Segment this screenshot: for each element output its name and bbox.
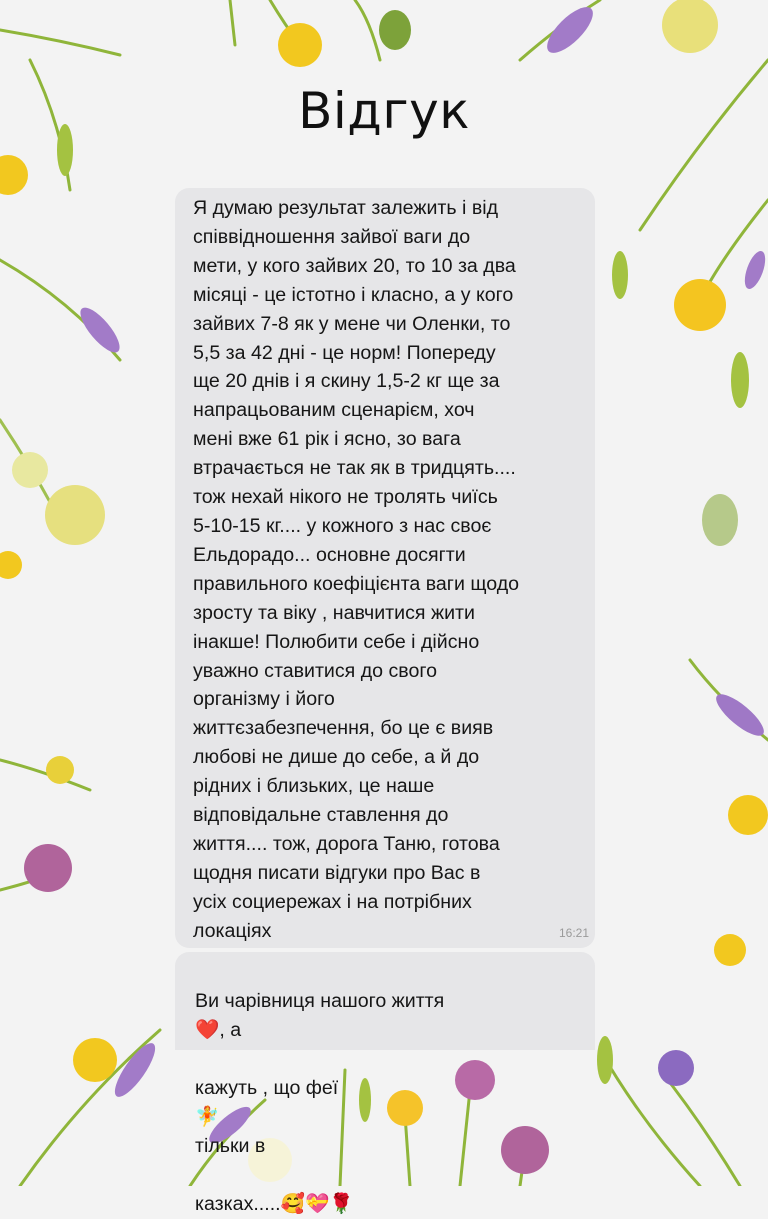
green-bud xyxy=(702,494,738,546)
message-line: , а xyxy=(219,1018,242,1041)
rose-emoji-icon: 🌹 xyxy=(329,1193,354,1216)
lavender-sprig xyxy=(540,0,599,59)
yellow-flower xyxy=(674,279,726,331)
yellow-flower xyxy=(46,756,74,784)
message-bubble[interactable] xyxy=(175,952,595,1216)
clover-flower xyxy=(24,844,72,892)
yellow-flower xyxy=(73,1038,117,1082)
yellow-flower xyxy=(714,934,746,966)
heart-ribbon-emoji-icon: 💝 xyxy=(305,1193,330,1216)
message-line: Ви чарівниця нашого життя xyxy=(195,989,445,1012)
flower-stem xyxy=(355,0,380,60)
flower-stem xyxy=(0,760,90,790)
page-title: Відгук xyxy=(298,82,470,140)
yellow-flower xyxy=(278,23,322,67)
green-bud xyxy=(597,1036,613,1084)
lavender-sprig xyxy=(74,302,125,358)
message-line: казках..... xyxy=(195,1193,281,1215)
yellow-flower xyxy=(0,551,22,579)
message-line: тільки в xyxy=(195,1135,266,1158)
yellow-flower xyxy=(0,155,28,195)
smiling-hearts-emoji-icon: 🥰 xyxy=(280,1193,305,1216)
flower-stem xyxy=(230,0,235,45)
green-bud xyxy=(612,251,628,299)
flower-stem xyxy=(0,30,120,55)
green-bud xyxy=(379,10,411,50)
fairy-emoji-icon: 🧚 xyxy=(195,1106,220,1129)
message-text xyxy=(195,958,575,1219)
message-text: Я думаю результат залежить і від співвідношення зайвої ваги до мети, у кого зайвих 20, то 10 за два місяці - це істотно і класно, а у кого зайвих 7-8 як у мене чи Оленки, то 5,5 за 42 дні - це норм! Попереду ще 20 днів і я скину 1,5-2 кг ще за напрацьованим сценарієм, хоч мені вже 61 рік і ясно, зо вага втрачається не так як в тридцять.... тож нехай нікого не тролять чиїсь 5-10-15 кг.... у кожного з нас своє Ельдорадо... основне досягти правильного коефіцієнта ваги щодо зросту та віку , навчитися жити інакше! Полюбити себе і дійсно уважно ставитися до свого організму і його життєзабезпечення, бо це є вияв любові не дише до себе, а й до рідних і близьких, це наше відповідальне ставлення до життя.... тож, дорога Таню, готова щодня писати відгуки про Вас в усіх социережах і на потрібних локаціях xyxy=(193,197,520,942)
message-line: кажуть , що феї xyxy=(195,1077,339,1099)
message-bubble[interactable] xyxy=(175,188,595,948)
green-bud xyxy=(731,352,749,408)
flower-stem xyxy=(660,1070,740,1186)
pale-flower xyxy=(12,452,48,488)
yellow-flower xyxy=(728,795,768,835)
pale-flower xyxy=(662,0,718,53)
lavender-sprig xyxy=(741,248,768,291)
message-timestamp: 16:21 xyxy=(558,926,589,940)
heart-emoji-icon: ❤️ xyxy=(195,1019,220,1042)
pale-flower xyxy=(45,485,105,545)
lavender-sprig xyxy=(711,688,768,742)
clover-flower xyxy=(658,1050,694,1086)
